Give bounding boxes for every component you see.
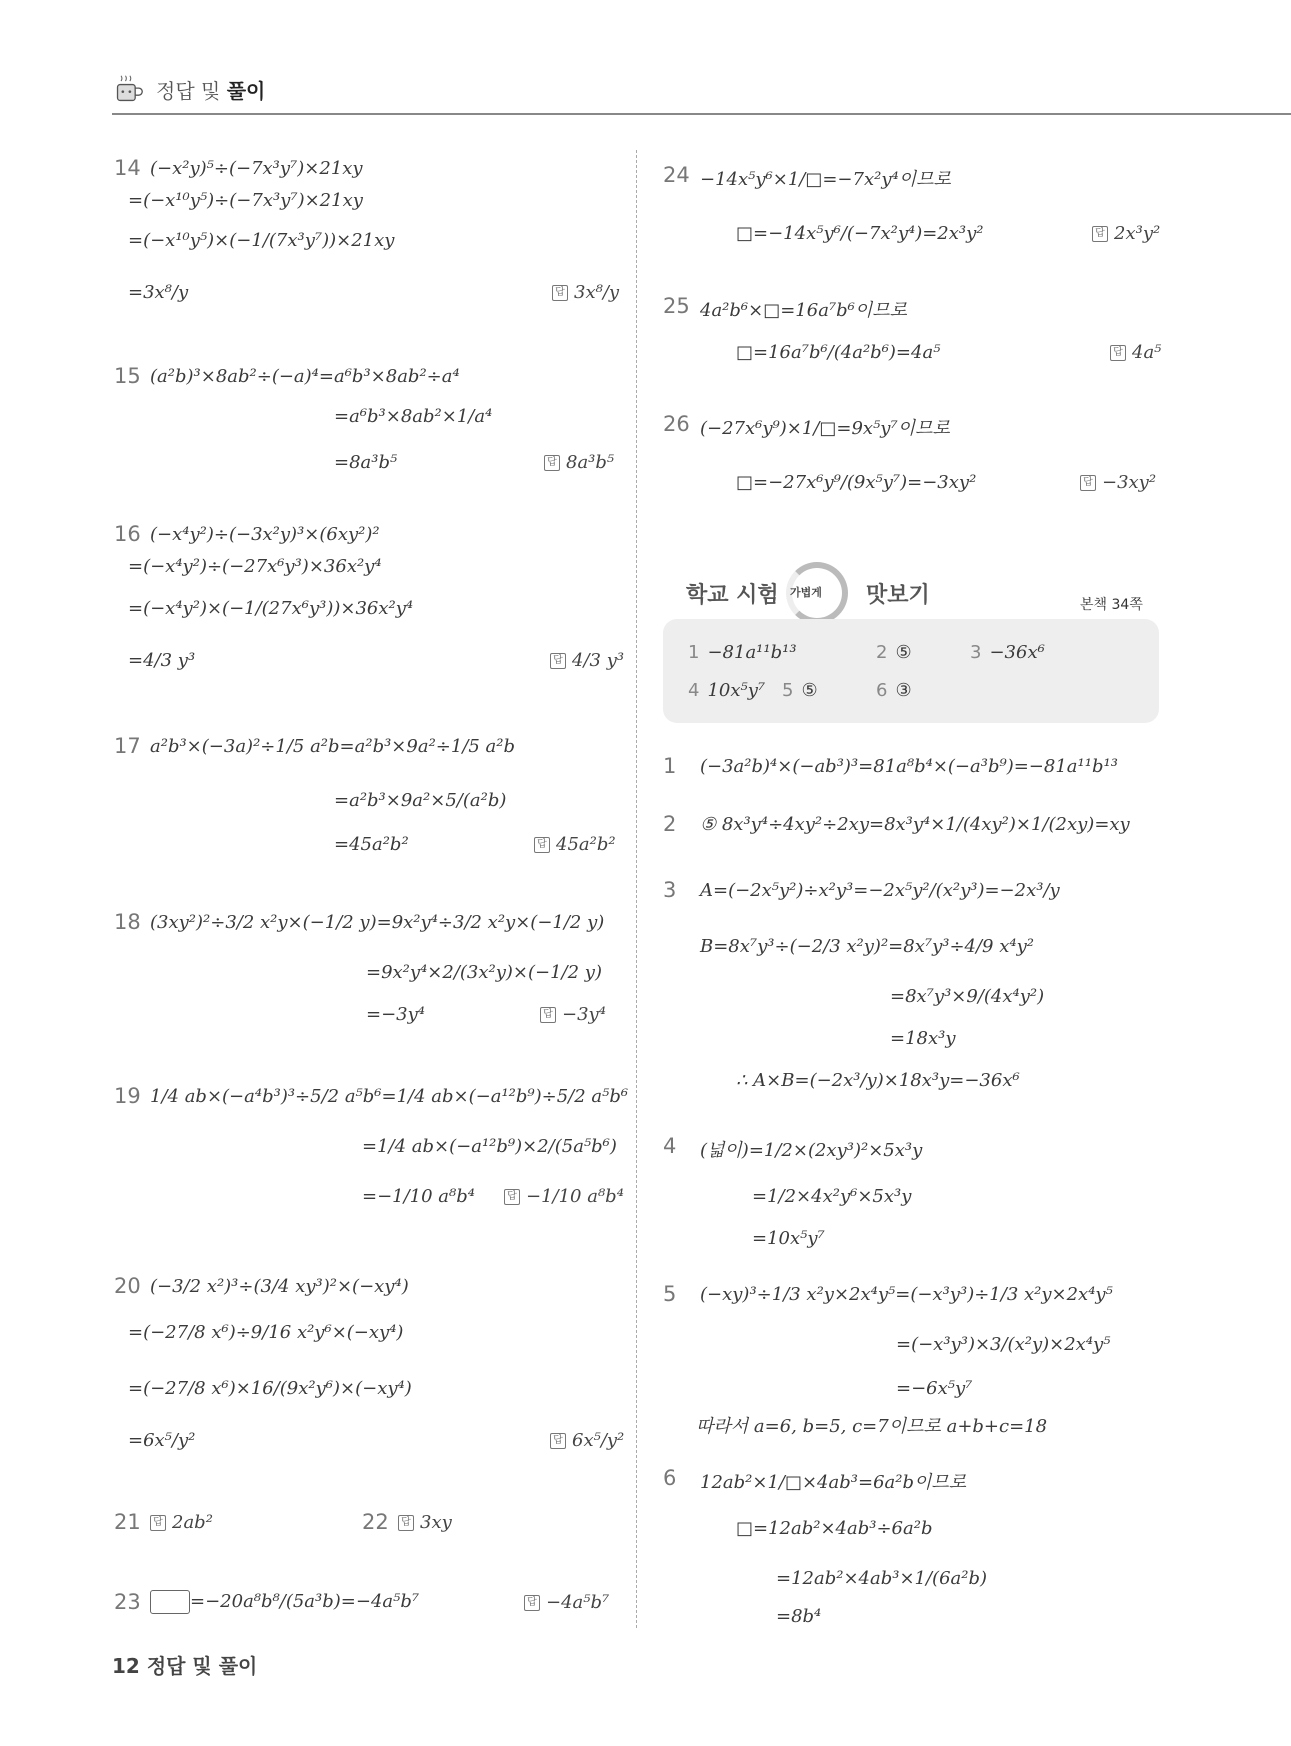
answer: 답 −3xy²: [1080, 472, 1156, 493]
solution-line: ∴ A×B=(−2x³/y)×18x³y=−36x⁶: [736, 1070, 1020, 1091]
solution-line: =(−27/8 x⁶)÷9/16 x²y⁶×(−xy⁴): [128, 1322, 404, 1343]
solution-line: =−1/10 a⁸b⁴: [362, 1186, 475, 1207]
problem-number: 24: [663, 163, 690, 187]
summary-item: 5 ⑤: [782, 680, 818, 701]
answer-icon: 답: [550, 653, 566, 669]
header-rule: [112, 113, 1291, 115]
page-header: [112, 74, 265, 104]
problem-number: 16: [114, 522, 141, 546]
solution-line: =4/3 y³: [128, 650, 196, 671]
problem-number: 25: [663, 294, 690, 318]
blank-box: [150, 1590, 190, 1614]
problem-number: 3: [663, 878, 677, 902]
column-divider: [636, 150, 637, 1628]
answer: 답 2x³y²: [1092, 223, 1160, 244]
answer-icon: 답: [550, 1433, 566, 1449]
answer-icon: 답: [398, 1515, 414, 1531]
solution-line: (a²b)³×8ab²÷(−a)⁴=a⁶b³×8ab²÷a⁴: [150, 366, 460, 387]
summary-item: 1 −81a¹¹b¹³: [688, 642, 797, 663]
footer-text: 정답 및 풀이: [146, 1654, 258, 1678]
problem-number: 17: [114, 734, 141, 758]
solution-line: =(−x⁴y²)×(−1/(27x⁶y³))×36x²y⁴: [128, 598, 414, 619]
answer-icon: 답: [540, 1007, 556, 1023]
answer-icon: 답: [150, 1515, 166, 1531]
solution-line: =a⁶b³×8ab²×1/a⁴: [334, 406, 493, 427]
solution-line: □=16a⁷b⁶/(4a²b⁶)=4a⁵: [736, 342, 941, 363]
answer: 답 −4a⁵b⁷: [524, 1592, 609, 1613]
answer-icon: 답: [1080, 475, 1096, 491]
solution-line: B=8x⁷y³÷(−2/3 x²y)²=8x⁷y³÷4/9 x⁴y²: [700, 936, 1034, 957]
problem-number: 5: [663, 1282, 677, 1306]
solution-line: (3xy²)²÷3/2 x²y×(−1/2 y)=9x²y⁴÷3/2 x²y×(−1/2 y): [150, 912, 605, 933]
answer-summary-box: [663, 619, 1159, 723]
answer-icon: 답: [552, 285, 568, 301]
textbook-reference: 본책 34쪽: [1080, 597, 1143, 613]
solution-line: =1/2×4x²y⁶×5x³y: [752, 1186, 912, 1207]
problem-number: 19: [114, 1084, 141, 1108]
solution-line: 12ab²×1/□×4ab³=6a²b이므로: [700, 1472, 967, 1493]
solution-line: (넓이)=1/2×(2xy³)²×5x³y: [700, 1140, 923, 1161]
answer: 답 4/3 y³: [550, 650, 624, 671]
solution-line: 따라서 a=6, b=5, c=7이므로 a+b+c=18: [696, 1416, 1048, 1437]
solution-line: =10x⁵y⁷: [752, 1228, 825, 1249]
answer: 답 2ab²: [150, 1512, 213, 1533]
summary-item: 4 10x⁵y⁷: [688, 680, 766, 701]
solution-line: =−20a⁸b⁸/(5a³b)=−4a⁵b⁷: [150, 1590, 419, 1614]
problem-number: 26: [663, 412, 690, 436]
solution-line: 1/4 ab×(−a⁴b³)³÷5/2 a⁵b⁶=1/4 ab×(−a¹²b⁹)÷5/2 a⁵b⁶: [150, 1086, 629, 1107]
problem-number: 20: [114, 1274, 141, 1298]
solution-line: =18x³y: [890, 1028, 956, 1049]
solution-line: =(−x¹⁰y⁵)÷(−7x³y⁷)×21xy: [128, 190, 363, 211]
solution-line: =(−x⁴y²)÷(−27x⁶y³)×36x²y⁴: [128, 556, 382, 577]
answer-icon: 답: [524, 1595, 540, 1611]
solution-line: =8x⁷y³×9/(4x⁴y²): [890, 986, 1045, 1007]
answer: 답 6x⁵/y²: [550, 1430, 624, 1451]
solution-line: (−x⁴y²)÷(−3x²y)³×(6xy²)²: [150, 524, 380, 545]
solution-line: =(−x¹⁰y⁵)×(−1/(7x³y⁷))×21xy: [128, 230, 395, 251]
problem-number: 1: [663, 754, 677, 778]
cup-icon: [112, 74, 146, 104]
solution-line: =9x²y⁴×2/(3x²y)×(−1/2 y): [366, 962, 602, 983]
problem-number: 22: [362, 1510, 389, 1534]
solution-line: =12ab²×4ab³×1/(6a²b): [776, 1568, 988, 1589]
solution-line: =6x⁵/y²: [128, 1430, 196, 1451]
summary-item: 6 ③: [876, 680, 912, 701]
answer-icon: 답: [504, 1189, 520, 1205]
answer: 답 4a⁵: [1110, 342, 1161, 363]
answer: 답 8a³b⁵: [544, 452, 614, 473]
solution-line: =(−x³y³)×3/(x²y)×2x⁴y⁵: [896, 1334, 1111, 1355]
solution-line: (−xy)³÷1/3 x²y×2x⁴y⁵=(−x³y³)÷1/3 x²y×2x⁴y⁵: [700, 1284, 1113, 1305]
page-footer: [112, 1650, 257, 1679]
answer-icon: 답: [544, 455, 560, 471]
ring-label: 가볍게: [790, 586, 822, 599]
solution-line: A=(−2x⁵y²)÷x²y³=−2x⁵y²/(x²y³)=−2x³/y: [700, 880, 1060, 901]
solution-line: =−6x⁵y⁷: [896, 1378, 973, 1399]
answer-icon: 답: [1110, 345, 1126, 361]
problem-number: 4: [663, 1134, 677, 1158]
solution-line: =45a²b²: [334, 834, 409, 855]
solution-line: =(−27/8 x⁶)×16/(9x²y⁶)×(−xy⁴): [128, 1378, 412, 1399]
problem-number: 6: [663, 1466, 677, 1490]
problem-number: 23: [114, 1590, 141, 1614]
solution-line: □=−14x⁵y⁶/(−7x²y⁴)=2x³y²: [736, 223, 984, 244]
exam-title-left: 학교 시험: [686, 583, 779, 608]
answer: 답 3x⁸/y: [552, 282, 619, 303]
answer-icon: 답: [534, 837, 550, 853]
solution-line: (−3/2 x²)³÷(3/4 xy³)²×(−xy⁴): [150, 1276, 409, 1297]
problem-number: 14: [114, 156, 141, 180]
solution-line: a²b³×(−3a)²÷1/5 a²b=a²b³×9a²÷1/5 a²b: [150, 736, 516, 757]
solution-line: (−x²y)⁵÷(−7x³y⁷)×21xy: [150, 158, 363, 179]
summary-item: 2 ⑤: [876, 642, 912, 663]
answer: 답 3xy: [398, 1512, 452, 1533]
solution-line: ⑤ 8x³y⁴÷4xy²÷2xy=8x³y⁴×1/(4xy²)×1/(2xy)=xy: [700, 814, 1130, 835]
solution-line: =3x⁸/y: [128, 282, 189, 303]
page-number: 12: [112, 1654, 140, 1678]
solution-line: =1/4 ab×(−a¹²b⁹)×2/(5a⁵b⁶): [362, 1136, 617, 1157]
answer: 답 −3y⁴: [540, 1004, 606, 1025]
answer: 답 −1/10 a⁸b⁴: [504, 1186, 624, 1207]
solution-line: =8b⁴: [776, 1606, 822, 1627]
solution-line: =8a³b⁵: [334, 452, 398, 473]
problem-number: 2: [663, 812, 677, 836]
problem-number: 15: [114, 364, 141, 388]
solution-line: 4a²b⁶×□=16a⁷b⁶이므로: [700, 300, 908, 321]
solution-line: −14x⁵y⁶×1/□=−7x²y⁴이므로: [700, 169, 951, 190]
page-title: 정답 및 풀이: [156, 78, 266, 103]
solution-line: (−3a²b)⁴×(−ab³)³=81a⁸b⁴×(−a³b⁹)=−81a¹¹b¹³: [700, 756, 1118, 777]
solution-line: =−3y⁴: [366, 1004, 426, 1025]
answer-icon: 답: [1092, 226, 1108, 242]
exam-title-right: 맛보기: [866, 583, 930, 608]
solution-line: □=−27x⁶y⁹/(9x⁵y⁷)=−3xy²: [736, 472, 977, 493]
summary-item: 3 −36x⁶: [970, 642, 1045, 663]
solution-line: □=12ab²×4ab³÷6a²b: [736, 1518, 933, 1539]
problem-number: 21: [114, 1510, 141, 1534]
problem-number: 18: [114, 910, 141, 934]
solution-line: =a²b³×9a²×5/(a²b): [334, 790, 507, 811]
solution-line: (−27x⁶y⁹)×1/□=9x⁵y⁷이므로: [700, 418, 950, 439]
answer: 답 45a²b²: [534, 834, 616, 855]
